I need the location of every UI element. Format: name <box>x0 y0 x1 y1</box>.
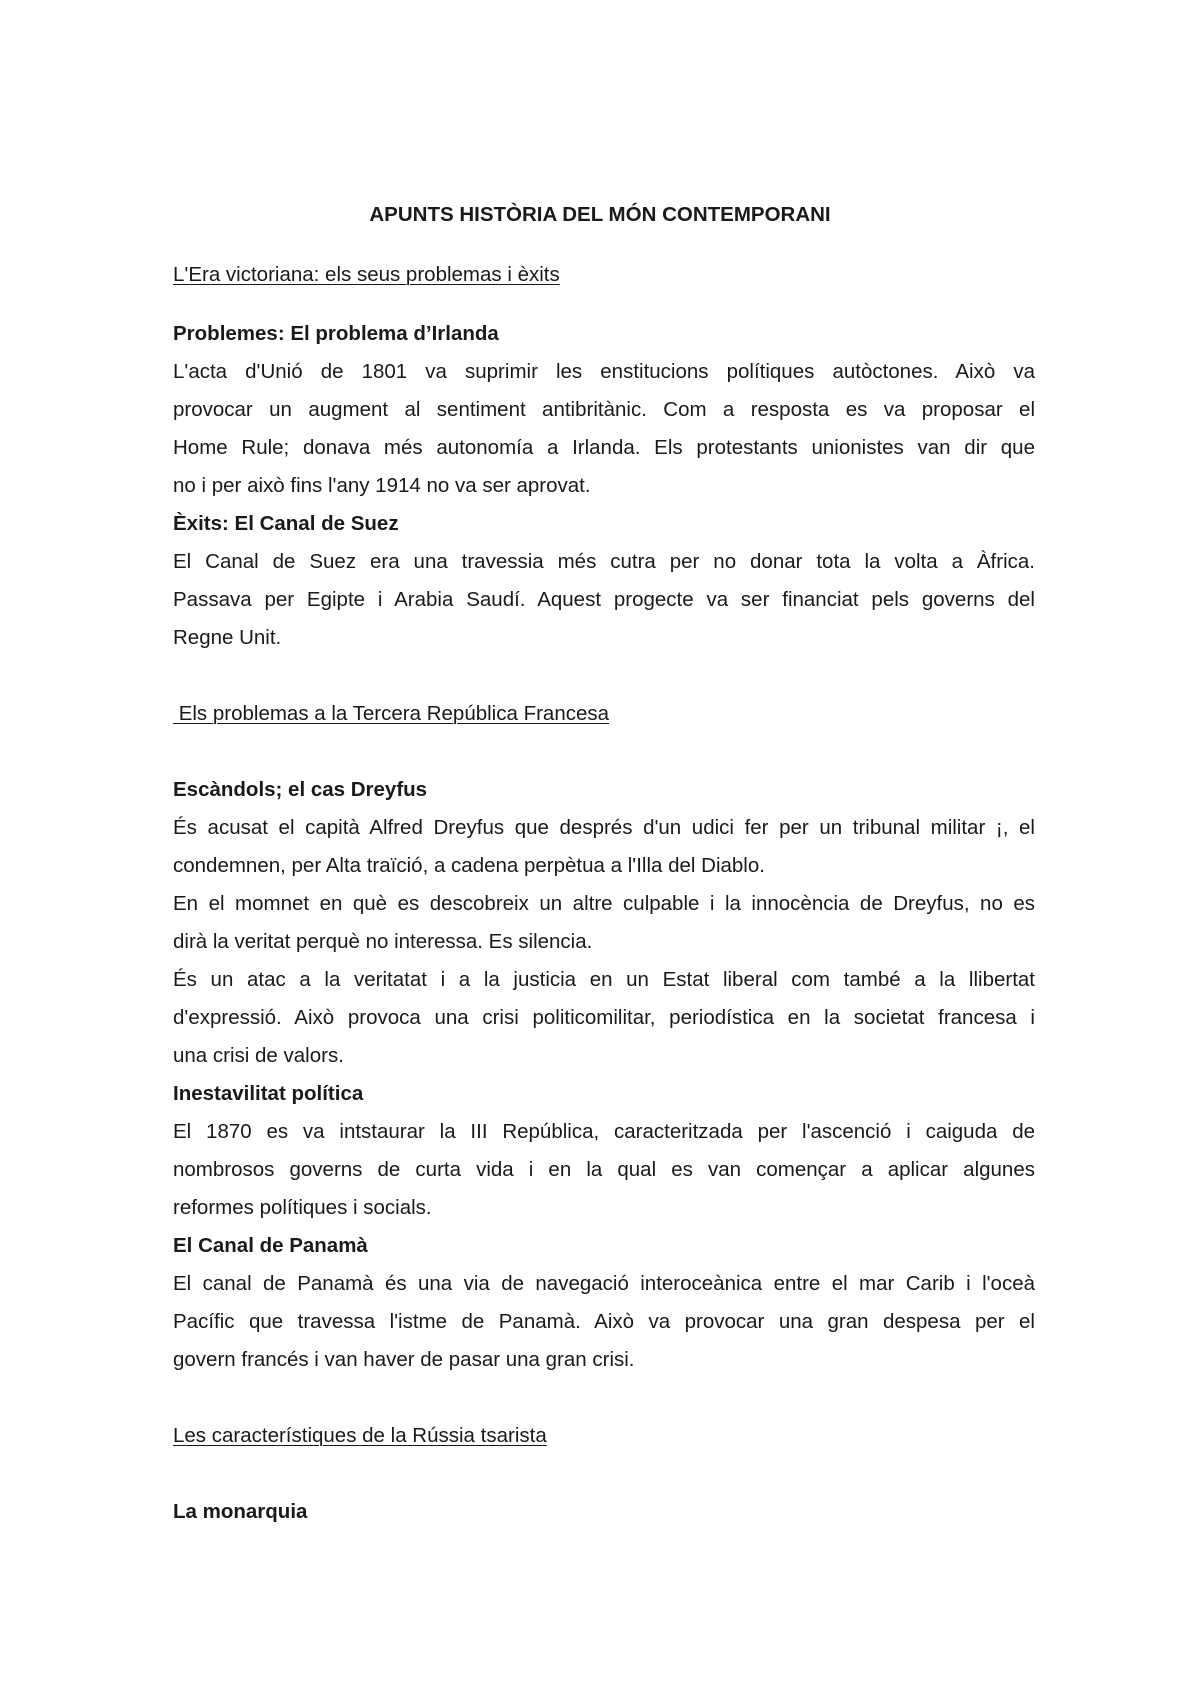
paragraph-line: És acusat el capità Alfred Dreyfus que després d'un udici fer per un tribunal militar ¡, el <box>173 816 1035 839</box>
subheading-canal-suez: Èxits: El Canal de Suez <box>173 512 399 535</box>
paragraph-line: no i per això fins l'any 1914 no va ser aprovat. <box>173 474 591 497</box>
paragraph-line: una crisi de valors. <box>173 1044 344 1067</box>
paragraph-line: Passava per Egipte i Arabia Saudí. Aquest progecte va ser financiat pels governs del <box>173 588 1035 611</box>
section-heading-text: Els problemas a la Tercera República Francesa <box>173 702 610 725</box>
subheading-inestavilitat-politica: Inestavilitat política <box>173 1082 364 1105</box>
section-heading-russia-tsarista: Les característiques de la Rússia tsarista <box>173 1424 547 1447</box>
paragraph-line: El Canal de Suez era una travessia més cutra per no donar tota la volta a Àfrica. <box>173 550 1035 573</box>
paragraph-line: L'acta d'Unió de 1801 va suprimir les enstitucions polítiques autòctones. Això va <box>173 360 1035 383</box>
paragraph-line: Pacífic que travessa l'istme de Panamà. Això va provocar una gran despesa per el <box>173 1310 1035 1333</box>
subheading-cas-dreyfus: Escàndols; el cas Dreyfus <box>173 778 428 801</box>
paragraph-line: És un atac a la veritatat i a la justicia en un Estat liberal com també a la llibertat <box>173 968 1035 991</box>
paragraph-line: El canal de Panamà és una via de navegació interoceànica entre el mar Carib i l'oceà <box>173 1272 1035 1295</box>
paragraph-line: El 1870 es va intstaurar la III República, caracteritzada per l'ascenció i caiguda de <box>173 1120 1035 1143</box>
paragraph-line: govern francés i van haver de pasar una gran crisi. <box>173 1348 635 1371</box>
paragraph-line: provocar un augment al sentiment antibritànic. Com a resposta es va proposar el <box>173 398 1035 421</box>
section-heading-era-victoriana: L'Era victoriana: els seus problemas i èxits <box>173 263 560 286</box>
paragraph-line: nombrosos governs de curta vida i en la qual es van començar a aplicar algunes <box>173 1158 1035 1181</box>
paragraph-line: dirà la veritat perquè no interessa. Es silencia. <box>173 930 593 953</box>
paragraph-line: reformes polítiques i socials. <box>173 1196 432 1219</box>
subheading-canal-panama: El Canal de Panamà <box>173 1234 368 1257</box>
paragraph-line: Regne Unit. <box>173 626 282 649</box>
paragraph-line: Home Rule; donava més autonomía a Irlanda. Els protestants unionistes van dir que <box>173 436 1035 459</box>
subheading-problema-irlanda: Problemes: El problema d’Irlanda <box>173 322 499 345</box>
paragraph-line: En el momnet en què es descobreix un altre culpable i la innocència de Dreyfus, no es <box>173 892 1035 915</box>
document-title: APUNTS HISTÒRIA DEL MÓN CONTEMPORANI <box>369 203 831 226</box>
section-heading-tercera-republica <box>173 701 1035 727</box>
subheading-monarquia: La monarquia <box>173 1500 308 1523</box>
paragraph-line: d'expressió. Això provoca una crisi politicomilitar, periodística en la societat francesa i <box>173 1006 1035 1029</box>
paragraph-line: condemnen, per Alta traïció, a cadena perpètua a l'Illa del Diablo. <box>173 854 765 877</box>
